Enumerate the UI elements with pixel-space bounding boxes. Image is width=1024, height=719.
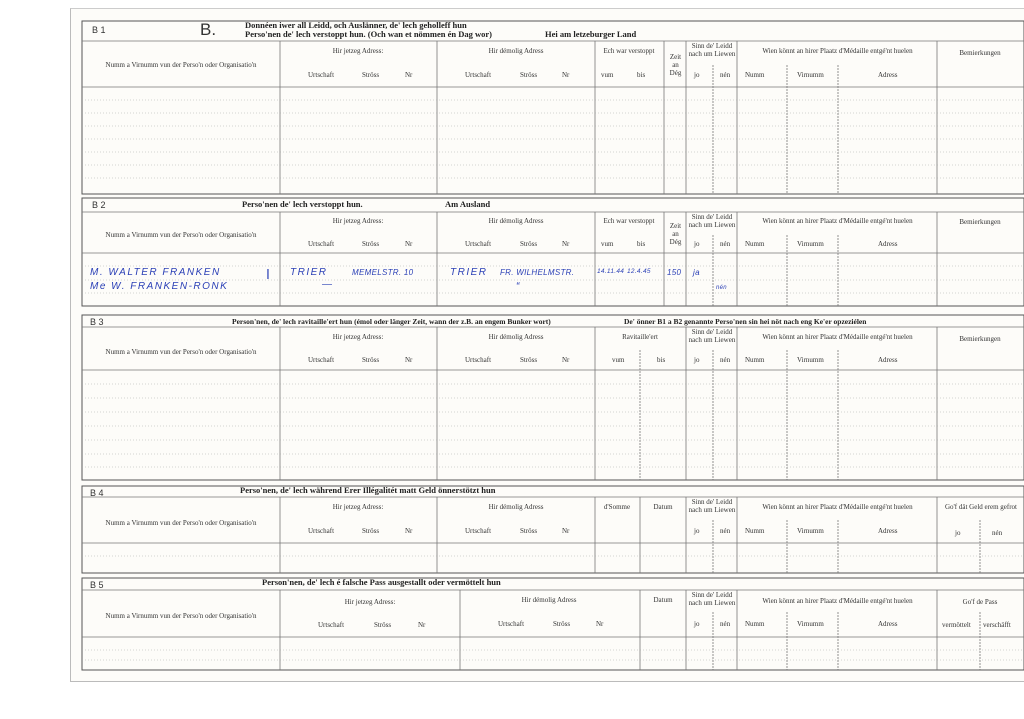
col-datum-header: Datum — [653, 596, 673, 604]
sub-verschaft: verschäfft — [983, 621, 1011, 629]
handwritten-days: 150 — [667, 268, 682, 277]
sub-stross: Ströss — [362, 71, 380, 79]
col-addr-now-header: Hir jetzeg Adress: — [332, 333, 384, 341]
col-period-header: Ravitaille'ert — [622, 333, 658, 341]
col-addr-then-header: Hir démolig Adress — [488, 333, 544, 341]
sub-nen: nén — [720, 240, 731, 248]
sub-adress: Adress — [878, 356, 898, 364]
sub-nr: Nr — [405, 240, 413, 248]
sub-urtschaft: Urtschaft — [308, 71, 335, 79]
sub-stross: Ströss — [362, 527, 380, 535]
handwritten-then-street: FR. WILHELMSTR. — [500, 268, 575, 277]
sub-urtschaft: Urtschaft — [498, 620, 525, 628]
handwritten-then-ditto: “ — [516, 281, 521, 292]
handwritten-date-to: 12.4.45 — [627, 268, 651, 275]
sub-nr: Nr — [405, 71, 413, 79]
col-geld-header: Go'f dät Geld erem gefrot — [944, 503, 1017, 511]
sub-nr: Nr — [562, 527, 570, 535]
sub-jo: jo — [694, 527, 700, 535]
col-addr-then-header: Hir démolig Adress — [488, 47, 544, 55]
sub-virnumm: Virnumm — [797, 527, 824, 535]
sub-stross: Ströss — [520, 356, 538, 364]
section-b3-title: Person'nen, de' lech ravitaille'ert hun (émol oder länger Zeit, wann der z.B. an engem Bunker wort) — [232, 317, 551, 326]
sub-nr: Nr — [418, 621, 426, 629]
handwritten-no: nén — [716, 285, 727, 291]
col-addr-now-header: Hir jetzeg Adress: — [332, 217, 384, 225]
col-zeit-header: Zeit an Dég — [669, 53, 682, 77]
section-b1-title-right: Hei am letzeburger Land — [545, 29, 637, 39]
sub-urtschaft: Urtschaft — [465, 240, 492, 248]
sub-urtschaft: Urtschaft — [308, 527, 335, 535]
sub-jo: jo — [694, 620, 700, 628]
col-addr-then-header: Hir démolig Adress — [488, 503, 544, 511]
sub-jo: jo — [694, 71, 700, 79]
handwritten-bracket-mark: ǀ — [266, 266, 270, 282]
sub-virnumm: Virnumm — [797, 356, 824, 364]
sub-stross: Ströss — [362, 356, 380, 364]
sub-bis: bis — [637, 240, 646, 248]
sub-urtschaft: Urtschaft — [318, 621, 345, 629]
sub-stross: Ströss — [362, 240, 380, 248]
handwritten-date-from: 14.11.44 — [597, 268, 625, 275]
sub-nen: nén — [720, 71, 731, 79]
handwritten-now-town: TRIER — [290, 267, 328, 278]
sub-nr: Nr — [562, 240, 570, 248]
col-medaille-header: Wien könnt an hirer Plaatz d'Médaille entgé'nt huelen — [762, 597, 913, 605]
sub-bis: bis — [657, 356, 666, 364]
col-remarks-header: Bemierkungen — [959, 49, 1001, 57]
col-period-header: Ech war verstoppt — [603, 47, 655, 55]
sub-nr: Nr — [596, 620, 604, 628]
sub-nen: nén — [720, 527, 731, 535]
section-code-b1: B 1 — [92, 25, 106, 35]
sub-stross: Ströss — [520, 240, 538, 248]
sub-jo: jo — [955, 529, 961, 537]
sub-bis: bis — [637, 71, 646, 79]
sub-adress: Adress — [878, 240, 898, 248]
sub-virnumm: Virnumm — [797, 71, 824, 79]
section-code-b2: B 2 — [92, 200, 106, 210]
sub-virnumm: Virnumm — [797, 620, 824, 628]
sub-urtschaft: Urtschaft — [465, 71, 492, 79]
sub-urtschaft: Urtschaft — [308, 240, 335, 248]
sub-numm: Numm — [745, 620, 765, 628]
col-medaille-header: Wien könnt an hirer Plaatz d'Médaille entgé'nt huelen — [762, 333, 913, 341]
sub-vum: vum — [601, 71, 614, 79]
sub-stross: Ströss — [520, 71, 538, 79]
col-addr-then-header: Hir démolig Adress — [488, 217, 544, 225]
col-addr-now-header: Hir jetzeg Adress: — [344, 598, 396, 606]
section-b2-title: Perso'nen de' lech verstoppt hun. — [242, 199, 363, 209]
section-b5-title: Person'nen, de' lech é falsche Pass ausgestallt oder vermöttelt hun — [262, 577, 501, 587]
section-b4-title: Perso'nen, de' lech während Erer Illégalitét matt Geld önnerstötzt hun — [240, 485, 496, 495]
sub-vum: vum — [601, 240, 614, 248]
col-name-header: Numm a Virnumm vun der Perso'n oder Organisatio'n — [105, 612, 257, 620]
sub-nr: Nr — [562, 356, 570, 364]
sub-jo: jo — [694, 356, 700, 364]
col-sinn-header: Sinn de' Leidd nach um Liewen — [688, 213, 736, 229]
sub-vermettelt: vermöttelt — [942, 621, 971, 629]
col-name-header: Numm a Virnumm vun der Perso'n oder Organisatio'n — [105, 231, 257, 239]
col-medaille-header: Wien könnt an hirer Plaatz d'Médaille entgé'nt huelen — [762, 47, 913, 55]
col-period-header: Ech war verstoppt — [603, 217, 655, 225]
section-b1-title-line2: Perso'nen de' lech verstoppt hun. (Och wan et nömmen én Dag wor) — [245, 29, 492, 39]
col-addr-now-header: Hir jetzeg Adress: — [332, 47, 384, 55]
sub-nr: Nr — [405, 527, 413, 535]
sub-numm: Numm — [745, 527, 765, 535]
col-addr-now-header: Hir jetzeg Adress: — [332, 503, 384, 511]
sub-vum: vum — [612, 356, 625, 364]
col-sinn-header: Sinn de' Leidd nach um Liewen — [688, 498, 736, 514]
sub-nen: nén — [720, 620, 731, 628]
col-sinn-header: Sinn de' Leidd nach um Liewen — [688, 591, 736, 607]
sub-nen: nén — [992, 529, 1003, 537]
section-b1-title-line1: Donnéen iwer all Leidd, och Auslänner, de' lech geholleff hun — [245, 20, 467, 30]
col-sinn-header: Sinn de' Leidd nach um Liewen — [688, 328, 736, 344]
section-b2-title-right: Am Ausland — [445, 199, 491, 209]
sub-adress: Adress — [878, 71, 898, 79]
sub-urtschaft: Urtschaft — [465, 527, 492, 535]
sub-numm: Numm — [745, 356, 765, 364]
handwritten-yes: ja — [693, 268, 700, 277]
handwritten-name-2: Me W. FRANKEN-RONK — [90, 281, 229, 292]
sub-nen: nén — [720, 356, 731, 364]
col-sinn-header: Sinn de' Leidd nach um Liewen — [688, 42, 736, 58]
col-pass-header: Go'f de Pass — [962, 598, 998, 606]
handwritten-now-street: MEMELSTR. 10 — [352, 268, 414, 277]
col-medaille-header: Wien könnt an hirer Plaatz d'Médaille entgé'nt huelen — [762, 503, 913, 511]
section-code-b3: B 3 — [90, 317, 104, 327]
col-name-header: Numm a Virnumm vun der Perso'n oder Organisatio'n — [105, 519, 257, 527]
col-remarks-header: Bemierkungen — [959, 335, 1001, 343]
sub-adress: Adress — [878, 620, 898, 628]
sub-nr: Nr — [405, 356, 413, 364]
sub-adress: Adress — [878, 527, 898, 535]
section-b3-title-right: De' önner B1 a B2 genannte Perso'nen sin hei nöt nach eng Ke'er opzeziélen — [624, 317, 867, 326]
sub-numm: Numm — [745, 240, 765, 248]
sub-virnumm: Virnumm — [797, 240, 824, 248]
section-code-b5: B 5 — [90, 580, 104, 590]
sub-urtschaft: Urtschaft — [465, 356, 492, 364]
col-zeit-header: Zeit an Dég — [669, 222, 682, 246]
sub-stross: Ströss — [520, 527, 538, 535]
handwritten-then-town: TRIER — [450, 267, 488, 278]
handwritten-now-ditto: — — [322, 279, 334, 290]
col-name-header: Numm a Virnumm vun der Perso'n oder Organisatio'n — [105, 61, 257, 69]
sub-stross: Ströss — [374, 621, 392, 629]
sub-nr: Nr — [562, 71, 570, 79]
sub-numm: Numm — [745, 71, 765, 79]
sub-jo: jo — [694, 240, 700, 248]
section-letter: B. — [200, 20, 217, 39]
col-name-header: Numm a Virnumm vun der Perso'n oder Organisatio'n — [105, 348, 257, 356]
sub-urtschaft: Urtschaft — [308, 356, 335, 364]
col-remarks-header: Bemierkungen — [959, 218, 1001, 226]
sub-stross: Ströss — [553, 620, 571, 628]
col-addr-then-header: Hir démolig Adress — [521, 596, 577, 604]
col-medaille-header: Wien könnt an hirer Plaatz d'Médaille entgé'nt huelen — [762, 217, 913, 225]
section-code-b4: B 4 — [90, 488, 104, 498]
col-somme-header: d'Somme — [603, 503, 631, 511]
handwritten-name-1: M. WALTER FRANKEN — [90, 267, 221, 278]
col-datum-header: Datum — [653, 503, 673, 511]
